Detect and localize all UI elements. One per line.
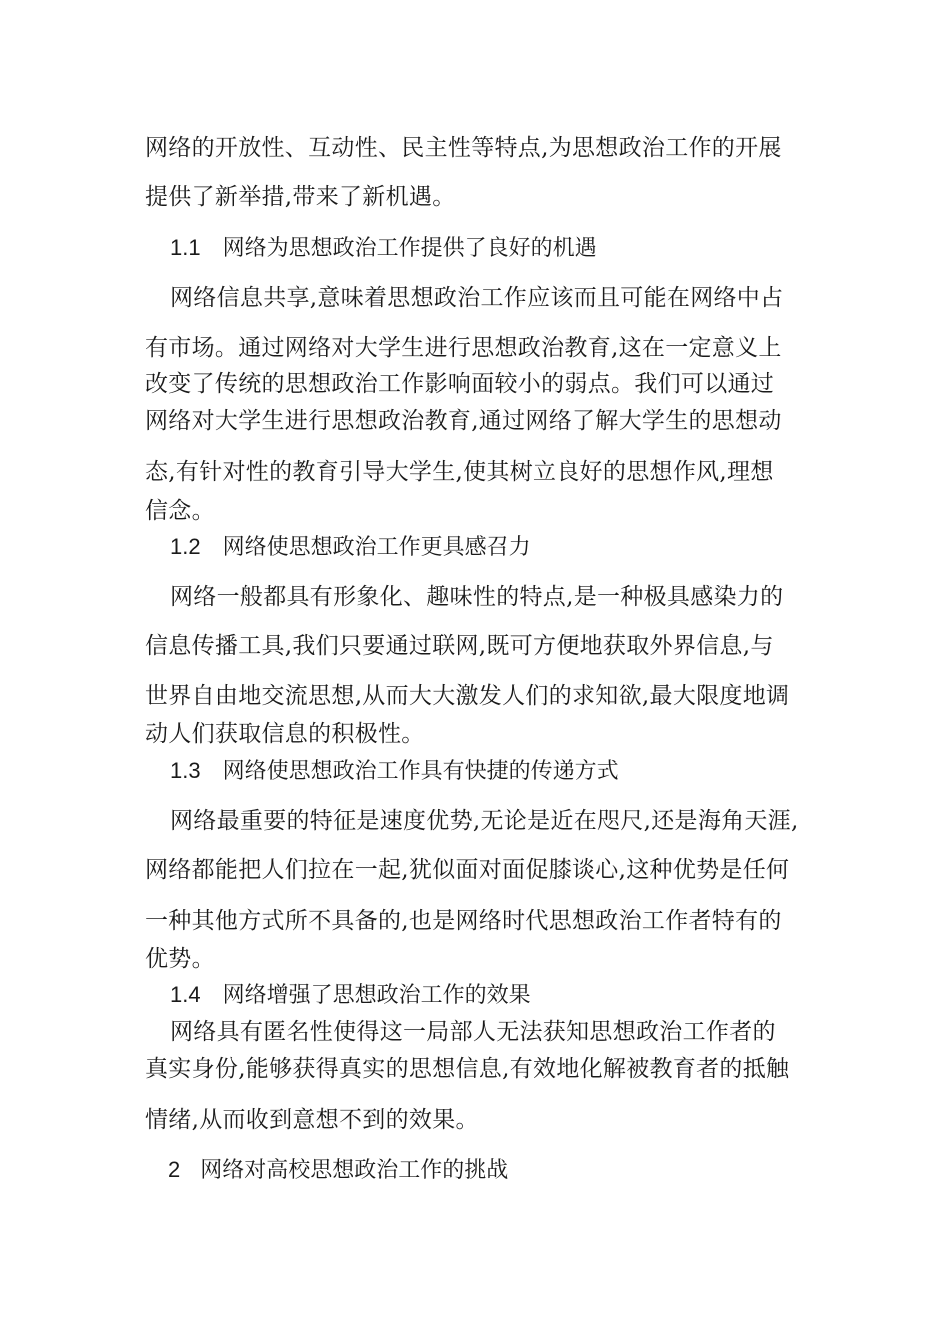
paragraph-line: 有市场。通过网络对大学生进行思想政治教育,这在一定意义上 [145,335,782,361]
paragraph-line: 情绪,从而收到意想不到的效果。 [145,1107,479,1133]
paragraph-line: 态,有针对性的教育引导大学生,使其树立良好的思想作风,理想 [145,459,774,485]
section-heading-1-4 [170,980,531,1011]
paragraph-line: 网络具有匿名性使得这一局部人无法获知思想政治工作者的 [170,1019,776,1045]
paragraph-line: 网络都能把人们拉在一起,犹似面对面促膝谈心,这种优势是任何 [145,857,790,883]
section-number: 1.2 [170,534,201,559]
section-number: 1.4 [170,982,201,1007]
paragraph-line: 网络一般都具有形象化、趣味性的特点,是一种极具感染力的 [170,584,784,610]
paragraph-line: 动人们获取信息的积极性。 [145,721,425,747]
section-title: 网络增强了思想政治工作的效果 [222,983,531,1008]
paragraph-line: 世界自由地交流思想,从而大大激发人们的求知欲,最大限度地调 [145,683,790,709]
intro-line-1: 网络的开放性、互动性、民主性等特点,为思想政治工作的开展 [145,135,782,161]
chapter-title: 网络对高校思想政治工作的挑战 [200,1158,509,1183]
paragraph-line: 信息传播工具,我们只要通过联网,既可方便地获取外界信息,与 [145,633,774,659]
paragraph-line: 一种其他方式所不具备的,也是网络时代思想政治工作者特有的 [145,908,782,934]
section-title: 网络使思想政治工作具有快捷的传递方式 [222,759,619,784]
chapter-number: 2 [168,1157,181,1182]
paragraph-line: 网络信息共享,意味着思想政治工作应该而且可能在网络中占 [170,285,784,311]
section-title: 网络为思想政治工作提供了良好的机遇 [222,236,597,261]
section-number: 1.3 [170,758,201,783]
section-title: 网络使思想政治工作更具感召力 [222,535,531,560]
paragraph-line: 网络对大学生进行思想政治教育,通过网络了解大学生的思想动 [145,408,782,434]
paragraph-line: 网络最重要的特征是速度优势,无论是近在咫尺,还是海角天涯, [170,808,799,834]
section-heading-1-3 [170,756,619,787]
intro-line-2: 提供了新举措,带来了新机遇。 [145,184,456,210]
section-heading-1-1 [170,233,597,264]
chapter-heading-2 [168,1155,508,1186]
paragraph-line: 信念。 [145,498,215,524]
paragraph-line: 改变了传统的思想政治工作影响面较小的弱点。我们可以通过 [145,371,775,397]
section-number: 1.1 [170,235,201,260]
paragraph-line: 真实身份,能够获得真实的思想信息,有效地化解被教育者的抵触 [145,1056,790,1082]
section-heading-1-2 [170,532,531,563]
paragraph-line: 优势。 [145,946,215,972]
